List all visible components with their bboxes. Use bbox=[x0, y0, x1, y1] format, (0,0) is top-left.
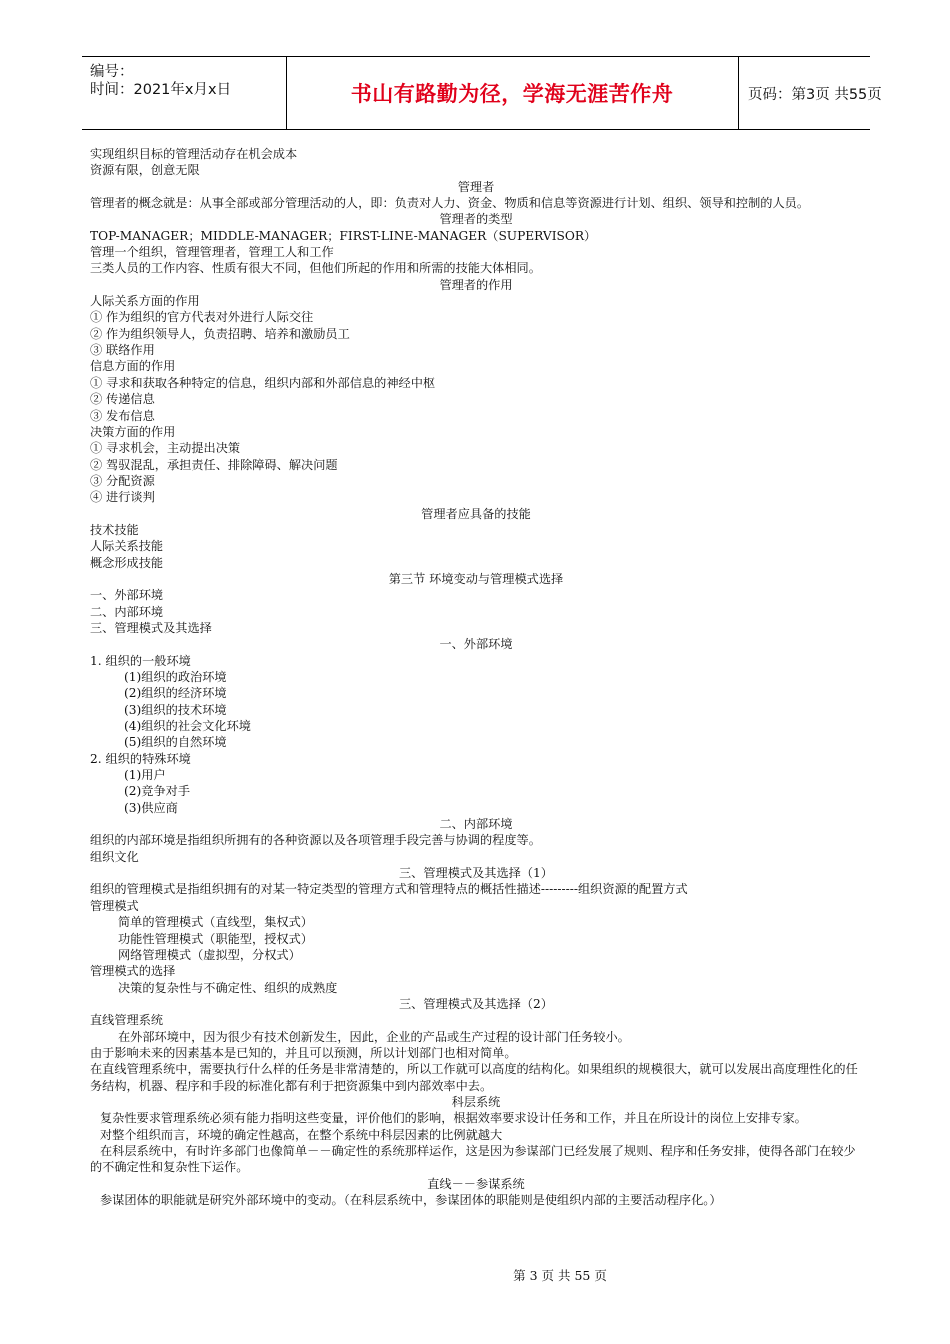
text-line: (2)组织的经济环境 bbox=[124, 686, 227, 701]
text-line: 管理模式 bbox=[90, 898, 139, 913]
text-line: 概念形成技能 bbox=[90, 555, 164, 570]
text-line: TOP-MANAGER；MIDDLE-MANAGER；FIRST-LINE-MANAGER（SUPERVISOR） bbox=[90, 228, 597, 243]
text-line: ① 作为组织的官方代表对外进行人际交往 bbox=[90, 310, 314, 325]
text-line: 决策的复杂性与不确定性、组织的成熟度 bbox=[118, 980, 338, 995]
text-line: ③ 发布信息 bbox=[90, 408, 155, 423]
section-heading: 管理者的类型 bbox=[439, 212, 513, 227]
text-line: 实现组织目标的管理活动存在机会成本 bbox=[90, 147, 298, 161]
section-heading: 直线－－参谋系统 bbox=[427, 1176, 525, 1191]
text-line: 功能性管理模式（职能型，授权式） bbox=[118, 931, 313, 946]
text-line: 技术技能 bbox=[90, 522, 139, 537]
text-line: 1. 组织的一般环境 bbox=[90, 653, 191, 668]
text-line: 资源有限，创意无限 bbox=[90, 163, 200, 178]
text-line: 组织的管理模式是指组织拥有的对某一特定类型的管理方式和管理特点的概括性描述---------组织资源的配置方式 bbox=[90, 882, 688, 897]
text-line: 人际关系技能 bbox=[90, 539, 164, 554]
doc-number-label: 编号： bbox=[90, 64, 134, 80]
text-line: ④ 进行谈判 bbox=[90, 490, 155, 505]
text-line: ② 传递信息 bbox=[90, 392, 155, 407]
section-heading: 科层系统 bbox=[451, 1094, 501, 1109]
text-line: 管理模式的选择 bbox=[90, 964, 176, 979]
text-line: 决策方面的作用 bbox=[90, 424, 176, 439]
text-line: (2)竞争对手 bbox=[124, 784, 191, 799]
section-heading: 三、管理模式及其选择（2） bbox=[398, 996, 553, 1011]
text-line: ② 驾驭混乱，承担责任、排除障碍、解决问题 bbox=[90, 457, 338, 472]
section-heading: 管理者 bbox=[457, 179, 495, 194]
text-line: ② 作为组织领导人，负责招聘、培养和激励员工 bbox=[90, 326, 350, 341]
section-heading: 管理者应具备的技能 bbox=[421, 506, 531, 521]
text-line: 直线管理系统 bbox=[90, 1013, 164, 1028]
section-heading: 管理者的作用 bbox=[439, 277, 513, 292]
text-line: 复杂性要求管理系统必须有能力指明这些变量，评价他们的影响，根据效率要求设计任务和工作，并且在所设计的岗位上安排专家。 bbox=[100, 1111, 807, 1126]
header-page-info: 页码：第3页 共55页 bbox=[748, 86, 882, 103]
page-footer: 第 3 页 共 55 页 bbox=[513, 1268, 607, 1283]
page-header bbox=[82, 56, 882, 130]
text-line: 在科层系统中，有时许多部门也像简单－－确定性的系统那样运作，这是因为参谋部门已经发展了规则、程序和任务安排，使得各部门在较少的不确定性和复杂性下运作。 bbox=[90, 1143, 856, 1175]
doc-time-label: 时间：2021年x月x日 bbox=[90, 82, 232, 98]
section-heading: 三、管理模式及其选择（1） bbox=[398, 866, 553, 881]
text-line: 管理一个组织，管理管理者，管理工人和工作 bbox=[90, 245, 334, 260]
text-line: 简单的管理模式（直线型，集权式） bbox=[118, 915, 313, 930]
text-line: (4)组织的社会文化环境 bbox=[124, 719, 251, 734]
text-line: 在直线管理系统中，需要执行什么样的任务是非常清楚的，所以工作就可以高度的结构化。如果组织的规模很大，就可以发展出高度理性化的任务结构，机器、程序和手段的标准化都有利于把资源集中到内部效率中去。 bbox=[90, 1062, 858, 1093]
text-line: 人际关系方面的作用 bbox=[90, 294, 200, 309]
document-body bbox=[90, 146, 862, 1208]
text-line: 信息方面的作用 bbox=[90, 359, 176, 374]
text-line: ③ 联络作用 bbox=[90, 343, 155, 358]
text-line: ① 寻求机会，主动提出决策 bbox=[90, 441, 241, 456]
text-line: 三类人员的工作内容、性质有很大不同，但他们所起的作用和所需的技能大体相同。 bbox=[90, 261, 541, 276]
header-motto: 书山有路勤为径，学海无涯苦作舟 bbox=[350, 82, 674, 106]
text-line: ③ 分配资源 bbox=[90, 473, 155, 488]
text-line: (1)组织的政治环境 bbox=[124, 670, 227, 684]
text-line: 一、外部环境 bbox=[90, 588, 164, 603]
text-line: (1)用户 bbox=[124, 768, 166, 783]
text-line: ① 寻求和获取各种特定的信息，组织内部和外部信息的神经中枢 bbox=[90, 375, 436, 390]
text-line: 组织的内部环境是指组织所拥有的各种资源以及各项管理手段完善与协调的程度等。 bbox=[90, 833, 541, 848]
text-line: 参谋团体的职能就是研究外部环境中的变动。（在科层系统中，参谋团体的职能则是使组织内部的主要活动程序化。） bbox=[100, 1193, 722, 1207]
text-line: (5)组织的自然环境 bbox=[124, 735, 227, 750]
header-meta bbox=[90, 63, 286, 99]
text-line: 由于影响未来的因素基本是已知的，并且可以预测，所以计划部门也相对简单。 bbox=[90, 1045, 517, 1060]
text-line: 组织文化 bbox=[90, 849, 139, 864]
text-line: (3)供应商 bbox=[124, 800, 178, 815]
text-line: (3)组织的技术环境 bbox=[124, 702, 227, 717]
text-line: 网络管理模式（虚拟型，分权式） bbox=[118, 947, 301, 962]
section-heading: 一、外部环境 bbox=[439, 637, 513, 652]
text-line: 二、内部环境 bbox=[90, 604, 164, 619]
text-line: 在外部环境中，因为很少有技术创新发生，因此，企业的产品或生产过程的设计部门任务较小。 bbox=[118, 1029, 630, 1044]
header-divider bbox=[738, 57, 739, 129]
text-line: 管理者的概念就是：从事全部或部分管理活动的人，即：负责对人力、资金、物质和信息等资源进行计划、组织、领导和控制的人员。 bbox=[90, 196, 810, 211]
text-line: 对整个组织而言，环境的确定性越高，在整个系统中科层因素的比例就越大 bbox=[100, 1127, 503, 1142]
text-line: 2. 组织的特殊环境 bbox=[90, 751, 191, 766]
section-heading: 二、内部环境 bbox=[439, 817, 513, 832]
section-heading: 第三节 环境变动与管理模式选择 bbox=[388, 571, 564, 586]
text-line: 三、管理模式及其选择 bbox=[90, 620, 212, 635]
